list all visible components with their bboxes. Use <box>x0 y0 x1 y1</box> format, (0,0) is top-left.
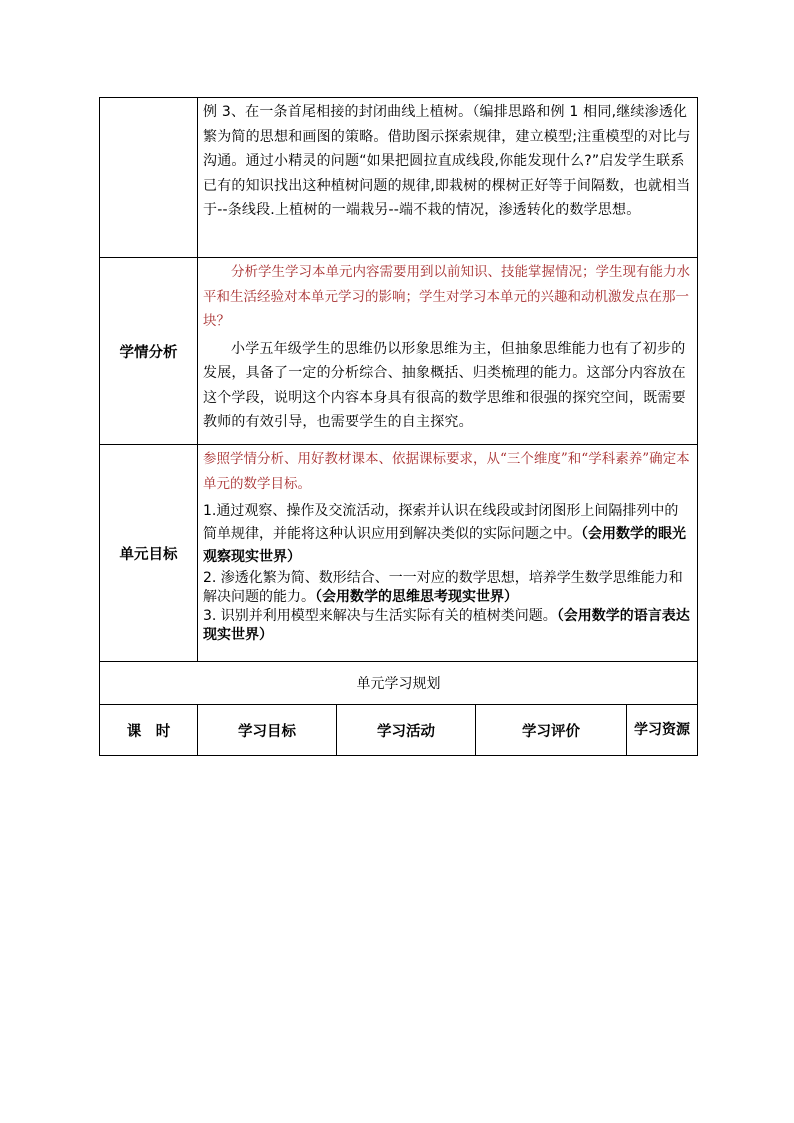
learning-analysis-row <box>100 258 698 445</box>
goal-2-literacy: （会用数学的思维思考现实世界） <box>315 589 518 605</box>
goal-2-text: 2. 渗透化繁为简、数形结合、一一对应的数学思想，培养学生数学思维能力和解决问题的能力。 <box>203 570 683 605</box>
goal-2 <box>203 569 691 607</box>
header-objective: 学习目标 <box>198 705 337 756</box>
plan-title-row <box>100 662 698 705</box>
goal-3 <box>203 607 691 645</box>
unit-goals-label: 单元目标 <box>100 445 198 662</box>
learning-analysis-label: 学情分析 <box>100 258 198 445</box>
header-resource: 学习资源 <box>627 705 698 756</box>
header-evaluation: 学习评价 <box>476 705 627 756</box>
unit-goals-prompt: 参照学情分析、用好教材课本、依据课标要求，从“三个维度”和“学科素养”确定本单元的数学目标。 <box>203 451 690 492</box>
unit-plan-table <box>99 97 698 756</box>
learning-analysis-content <box>198 258 698 445</box>
goal-1-text: 1.通过观察、操作及交流活动，探索并认识在线段或封闭图形上间隔排列中的简单规律，并能将这种认识应用到解决类似的实际问题之中。 <box>203 503 679 542</box>
unit-goals-row <box>100 445 698 662</box>
header-lesson: 课 时 <box>100 705 198 756</box>
plan-title: 单元学习规划 <box>100 662 698 705</box>
goal-3-literacy: （会用数学的语言表达现实世界） <box>203 608 690 643</box>
example-text: 例 3、在一条首尾相接的封闭曲线上植树。（编排思路和例 1 相同,继续渗透化繁为简的思想和画图的策略。借助图示探索规律，建立模型;注重模型的对比与沟通。通过小精灵的问题“如果把圆拉直成线段,你能发现什么?”启发学生联系已有的知识找出这种植树问题的规律,即栽树的棵树正好等于间隔数，也就相当于--条线段.上植树的一端栽另--端不栽的情况，渗透转化的数学思想。 <box>203 104 691 218</box>
example-content-cell <box>198 98 698 258</box>
goal-3-text: 3. 识别并利用模型来解决与生活实际有关的植树类问题。 <box>203 608 557 624</box>
learning-analysis-prompt: 分析学生学习本单元内容需要用到以前知识、技能掌握情况；学生现有能力水平和生活经验对本单元学习的影响；学生对学习本单元的兴趣和动机激发点在那一块？ <box>203 264 690 329</box>
goal-1 <box>203 500 691 569</box>
example-label-cell <box>100 98 198 258</box>
learning-analysis-body: 小学五年级学生的思维仍以形象思维为主，但抽象思维能力也有了初步的发展，具备了一定的分析综合、抽象概括、归类梳理的能力。这部分内容放在这个学段，说明这个内容本身具有很高的数学思维和很强的探究空间，既需要教师的有效引导，也需要学生的自主探究。 <box>203 340 686 430</box>
goal-1-literacy: （会用数学的眼光观察现实世界） <box>203 526 686 565</box>
header-activity: 学习活动 <box>337 705 476 756</box>
example-row <box>100 98 698 258</box>
plan-header-row <box>100 705 698 756</box>
unit-goals-content <box>198 445 698 662</box>
